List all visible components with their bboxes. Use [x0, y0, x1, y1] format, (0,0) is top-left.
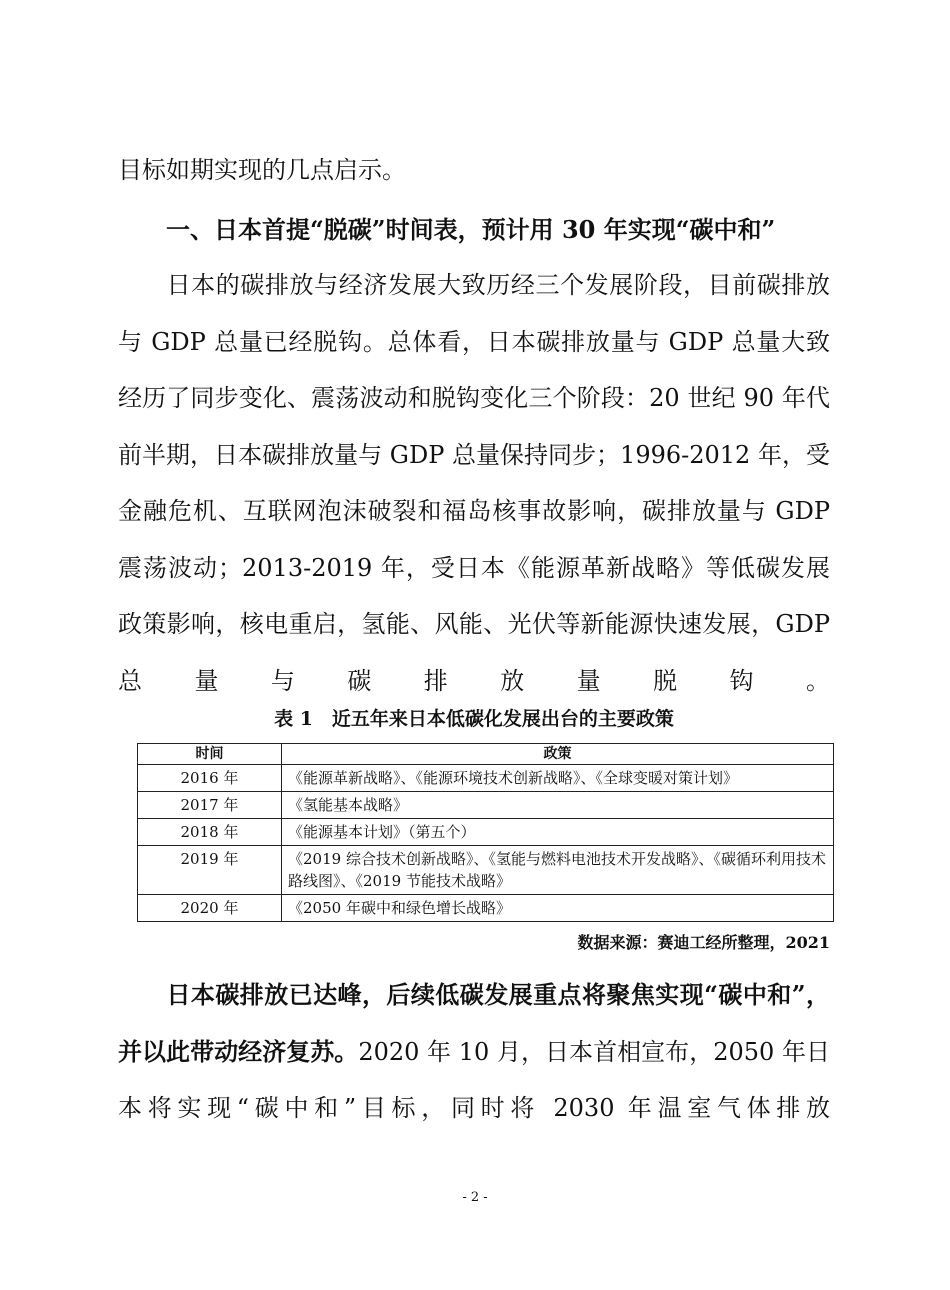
intro-line: 目标如期实现的几点启示。	[118, 156, 406, 184]
table-header-policy: 政策	[282, 744, 834, 765]
policy-table	[137, 743, 834, 922]
table-cell-year: 2019 年	[138, 846, 282, 895]
table-header-row	[138, 744, 834, 765]
table-cell-year: 2020 年	[138, 895, 282, 922]
table-row	[138, 895, 834, 922]
table-row	[138, 792, 834, 819]
table-row	[138, 819, 834, 846]
closing-paragraph-lead: 日本碳排放已达峰，后续低碳发展重点将聚焦实现“碳中和”，并以此带动经济复苏。	[118, 980, 830, 1066]
table-cell-policy: 《能源革新战略》、《能源环境技术创新战略》、《全球变暖对策计划》	[282, 765, 834, 792]
closing-paragraph-text: 2020 年 10 月，日本首相宣布，2050 年日本将实现“碳中和”目标，同时将 2030 年温室气体排放	[118, 1037, 830, 1122]
table-source-note: 数据来源：赛迪工经所整理，2021	[577, 933, 830, 952]
table-cell-year: 2017 年	[138, 792, 282, 819]
table-cell-year: 2018 年	[138, 819, 282, 846]
section-heading: 一、日本首提“脱碳”时间表，预计用 30 年实现“碳中和”	[166, 215, 776, 244]
table-row	[138, 765, 834, 792]
table-cell-policy: 《2019 综合技术创新战略》、《氢能与燃料电池技术开发战略》、《碳循环利用技术路线图》、《2019 节能技术战略》	[282, 846, 834, 895]
closing-paragraph	[118, 967, 830, 1137]
body-paragraph	[118, 257, 830, 709]
body-paragraph-text: 日本的碳排放与经济发展大致历经三个发展阶段，目前碳排放与 GDP 总量已经脱钩。总体看，日本碳排放量与 GDP 总量大致经历了同步变化、震荡波动和脱钩变化三个阶段：20 世纪 90 年代前半期，日本碳排放量与 GDP 总量保持同步；1996-2012 年，受金融危机、互联网泡沫破裂和福岛核事故影响，碳排放量与 GDP 震荡波动；2013-2019 年，受日本《能源革新战略》等低碳发展政策影响，核电重启，氢能、风能、光伏等新能源快速发展，GDP 总量与碳排放量脱钩。	[118, 271, 830, 695]
table-cell-policy: 《氢能基本战略》	[282, 792, 834, 819]
page-number: - 2 -	[462, 1190, 488, 1205]
table-cell-year: 2016 年	[138, 765, 282, 792]
table-row	[138, 846, 834, 895]
table-cell-policy: 《能源基本计划》（第五个）	[282, 819, 834, 846]
table-caption: 表 1 近五年来日本低碳化发展出台的主要政策	[274, 708, 674, 730]
table-cell-policy: 《2050 年碳中和绿色增长战略》	[282, 895, 834, 922]
table-header-year: 时间	[138, 744, 282, 765]
